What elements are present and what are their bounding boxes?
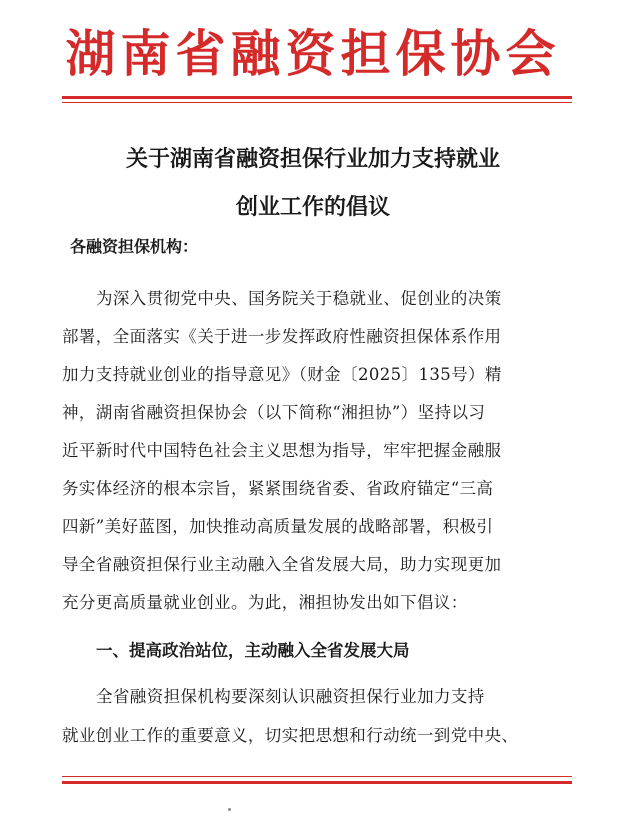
document-title-line-1: 关于湖南省融资担保行业加力支持就业	[125, 147, 500, 172]
paragraph-line: 四新”美好蓝图，加快推动高质量发展的战略部署，积极引	[62, 517, 494, 536]
paragraph-line: 近平新时代中国特色社会主义思想为指导，牢牢把握金融服	[62, 441, 502, 460]
header-rule-thin	[62, 102, 572, 103]
paragraph-line: 为深入贯彻党中央、国务院关于稳就业、促创业的决策	[96, 289, 502, 308]
scan-mark	[228, 808, 231, 811]
paragraph-line: 神，湖南省融资担保协会（以下简称“湘担协”）坚持以习	[62, 403, 486, 422]
footer-rule-thick	[62, 781, 572, 784]
paragraph-line: 部署，全面落实《关于进一步发挥政府性融资担保体系作用	[62, 327, 502, 346]
paragraph-line: 导全省融资担保行业主动融入全省发展大局，助力实现更加	[62, 555, 502, 574]
salutation: 各融资担保机构：	[70, 237, 199, 256]
paragraph-line: 务实体经济的根本宗旨，紧紧围绕省委、省政府锚定“三高	[62, 479, 494, 498]
paragraph-line: 全省融资担保机构要深刻认识融资担保行业加力支持	[96, 687, 485, 706]
paragraph-line: 加力支持就业创业的指导意见》（财金〔2025〕135号）精	[62, 365, 502, 384]
organization-name: 湖南省融资担保协会	[65, 24, 561, 83]
paragraph-line: 就业创业工作的重要意义，切实把思想和行动统一到党中央、	[62, 726, 519, 745]
header-rule-thick	[62, 96, 572, 99]
section-heading-1: 一、提高政治站位，主动融入全省发展大局	[96, 641, 410, 660]
paragraph-line: 充分更高质量就业创业。为此，湘担协发出如下倡议：	[62, 593, 468, 612]
footer-rule-thin	[62, 776, 572, 777]
document-title-line-2: 创业工作的倡议	[235, 195, 390, 220]
